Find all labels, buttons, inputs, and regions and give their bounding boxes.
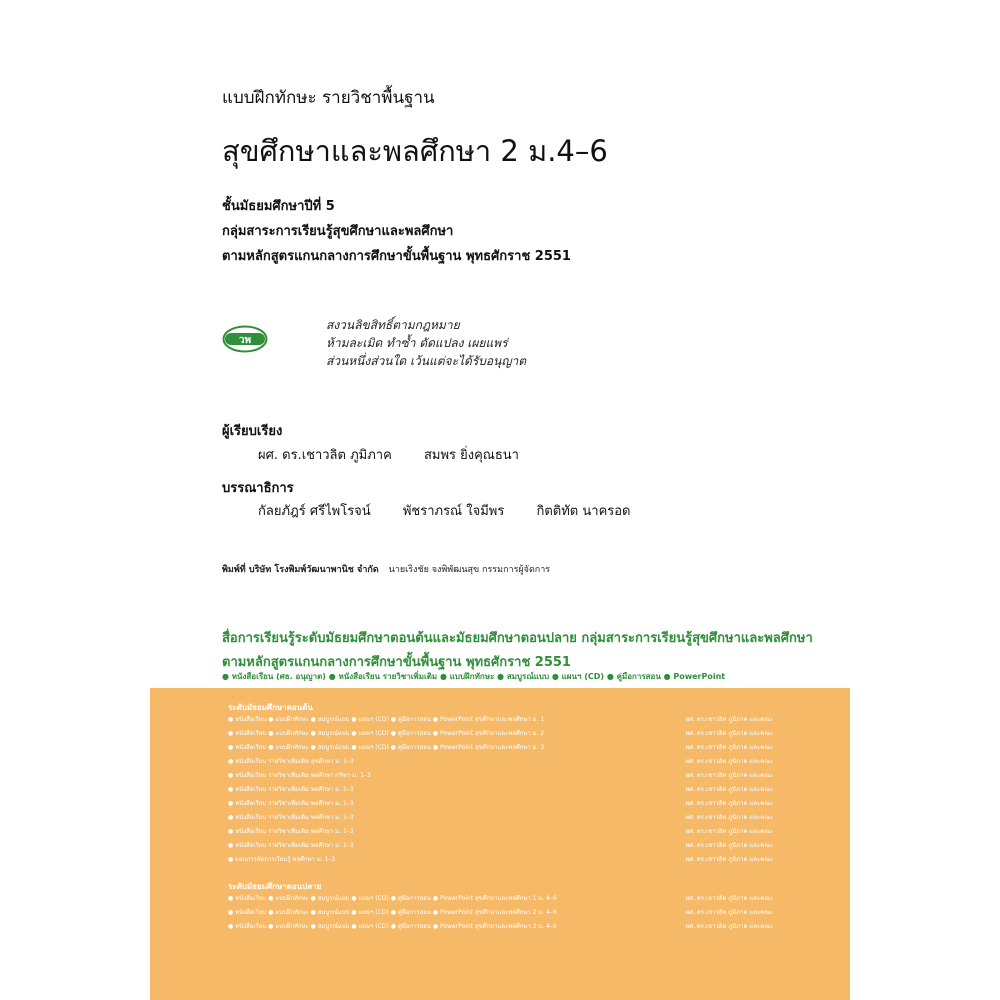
copyright-notice [326, 316, 526, 370]
editor-name: กัลยภัฎร์ ศรีไพโรจน์ [258, 504, 371, 519]
copyright-line-1: สงวนลิขสิทธิ์ตามกฎหมาย [326, 318, 460, 332]
authors-list [258, 444, 547, 465]
catalog-group-heading: ระดับมัธยมศึกษาตอนต้น [228, 703, 313, 712]
catalog-row: ● แผนการจัดการเรียนรู้ พลศึกษา ม. 1–3 ผศ. ดร.เชาวลิต ภูมิภาค และคณะ [228, 856, 773, 863]
copyright-line-3: ส่วนหนึ่งส่วนใด เว้นแต่จะได้รับอนุญาต [326, 354, 527, 368]
editors-list [258, 500, 659, 521]
series-title-line-1: สื่อการเรียนรู้ระดับมัธยมศึกษาตอนต้นและมัธยมศึกษาตอนปลาย กลุ่มสาระการเรียนรู้สุขศึกษาและพลศึกษา [222, 631, 813, 646]
catalog-row: ● หนังสือเรียน ● แบบฝึกทักษะ ● สมบูรณ์แบบ ● แผนฯ (CD) ● คู่มือการสอน ● PowerPoint สุขศึกษาและพลศึกษา ม. 2 ผศ. ดร.เชาวลิต ภูมิภาค และคณะ [228, 730, 773, 737]
catalog-row: ● หนังสือเรียน ● แบบฝึกทักษะ ● สมบูรณ์แบบ ● แผนฯ (CD) ● คู่มือการสอน ● PowerPoint สุขศึกษาและพลศึกษา 3 ม. 4–6 ผศ. ดร.เชาวลิต ภูมิภาค และคณะ [228, 923, 773, 930]
series-title-line-2: ตามหลักสูตรแกนกลางการศึกษาขั้นพื้นฐาน พุทธศักราช 2551 [222, 655, 571, 670]
grade-level: ชั้นมัธยมศึกษาปีที่ 5 [222, 199, 335, 214]
publisher-logo-text: วพ [238, 335, 252, 346]
catalog-row: ● หนังสือเรียน ● แบบฝึกทักษะ ● สมบูรณ์แบบ ● แผนฯ (CD) ● คู่มือการสอน ● PowerPoint สุขศึกษาและพลศึกษา ม. 1 ผศ. ดร.เชาวลิต ภูมิภาค และคณะ [228, 716, 773, 723]
catalog-row: ● หนังสือเรียน รายวิชาเพิ่มเติม พลศึกษา กรีฑา ม. 1–3 ผศ. ดร.เชาวลิต ภูมิภาค และคณะ [228, 772, 773, 779]
catalog-row: ● หนังสือเรียน ● แบบฝึกทักษะ ● สมบูรณ์แบบ ● แผนฯ (CD) ● คู่มือการสอน ● PowerPoint สุขศึกษาและพลศึกษา ม. 3 ผศ. ดร.เชาวลิต ภูมิภาค และคณะ [228, 744, 773, 751]
catalog-row: ● หนังสือเรียน รายวิชาเพิ่มเติม สุขศึกษา ม. 1–3 ผศ. ดร.เชาวลิต ภูมิภาค และคณะ [228, 758, 773, 765]
printer-label: พิมพ์ที่ บริษัท โรงพิมพ์วัฒนาพานิช จำกัด [222, 565, 379, 575]
catalog-group-heading: ระดับมัธยมศึกษาตอนปลาย [228, 882, 322, 891]
catalog-row: ● หนังสือเรียน รายวิชาเพิ่มเติม พลศึกษา ม. 1–3 ผศ. ดร.เชาวลิต ภูมิภาค และคณะ [228, 786, 773, 793]
printer-line [222, 562, 550, 576]
editor-name: กิตติทัต นาครอด [536, 504, 631, 519]
author-name: สมพร ยิ่งคุณธนา [423, 448, 519, 463]
catalog-row: ● หนังสือเรียน ● แบบฝึกทักษะ ● สมบูรณ์แบบ ● แผนฯ (CD) ● คู่มือการสอน ● PowerPoint สุขศึกษาและพลศึกษา 2 ม. 4–6 ผศ. ดร.เชาวลิต ภูมิภาค และคณะ [228, 909, 773, 916]
catalog-row: ● หนังสือเรียน ● แบบฝึกทักษะ ● สมบูรณ์แบบ ● แผนฯ (CD) ● คู่มือการสอน ● PowerPoint สุขศึกษาและพลศึกษา 1 ม. 4–6 ผศ. ดร.เชาวลิต ภูมิภาค และคณะ [228, 895, 773, 902]
series-bullets: ● หนังสือเรียน (ศธ. อนุญาต) ● หนังสือเรียน รายวิชาเพิ่มเติม ● แบบฝึกทักษะ ● สมบูรณ์แบบ ● แผนฯ (CD) ● คู่มือการสอน ● PowerPoint [222, 672, 726, 681]
book-title: สุขศึกษาและพลศึกษา 2 ม.4–6 [222, 134, 608, 168]
editors-label: บรรณาธิการ [222, 481, 294, 496]
subject-group: กลุ่มสาระการเรียนรู้สุขศึกษาและพลศึกษา [222, 224, 454, 239]
catalog-panel [150, 688, 850, 1000]
editor-name: พัชราภรณ์ ใจมีพร [402, 504, 505, 519]
catalog-row: ● หนังสือเรียน รายวิชาเพิ่มเติม พลศึกษา ม. 1–3 ผศ. ดร.เชาวลิต ภูมิภาค และคณะ [228, 828, 773, 835]
book-subtitle: แบบฝึกทักษะ รายวิชาพื้นฐาน [222, 88, 435, 108]
author-name: ผศ. ดร.เชาวลิต ภูมิภาค [258, 448, 392, 463]
publisher-logo [222, 325, 268, 353]
catalog-row: ● หนังสือเรียน รายวิชาเพิ่มเติม พลศึกษา ม. 1–3 ผศ. ดร.เชาวลิต ภูมิภาค และคณะ [228, 814, 773, 821]
copyright-line-2: ห้ามละเมิด ทำซ้ำ ดัดแปลง เผยแพร่ [326, 336, 508, 350]
curriculum-line: ตามหลักสูตรแกนกลางการศึกษาขั้นพื้นฐาน พุทธศักราช 2551 [222, 249, 571, 264]
copyright-block [222, 316, 782, 376]
catalog-row: ● หนังสือเรียน รายวิชาเพิ่มเติม พลศึกษา ม. 1–3 ผศ. ดร.เชาวลิต ภูมิภาค และคณะ [228, 800, 773, 807]
authors-label: ผู้เรียบเรียง [222, 424, 283, 439]
catalog-row: ● หนังสือเรียน รายวิชาเพิ่มเติม พลศึกษา ม. 1–3 ผศ. ดร.เชาวลิต ภูมิภาค และคณะ [228, 842, 773, 849]
book-page [150, 0, 850, 1000]
book-info [222, 194, 571, 269]
printer-person: นายเริงชัย จงพิพัฒนสุข กรรมการผู้จัดการ [388, 565, 551, 575]
